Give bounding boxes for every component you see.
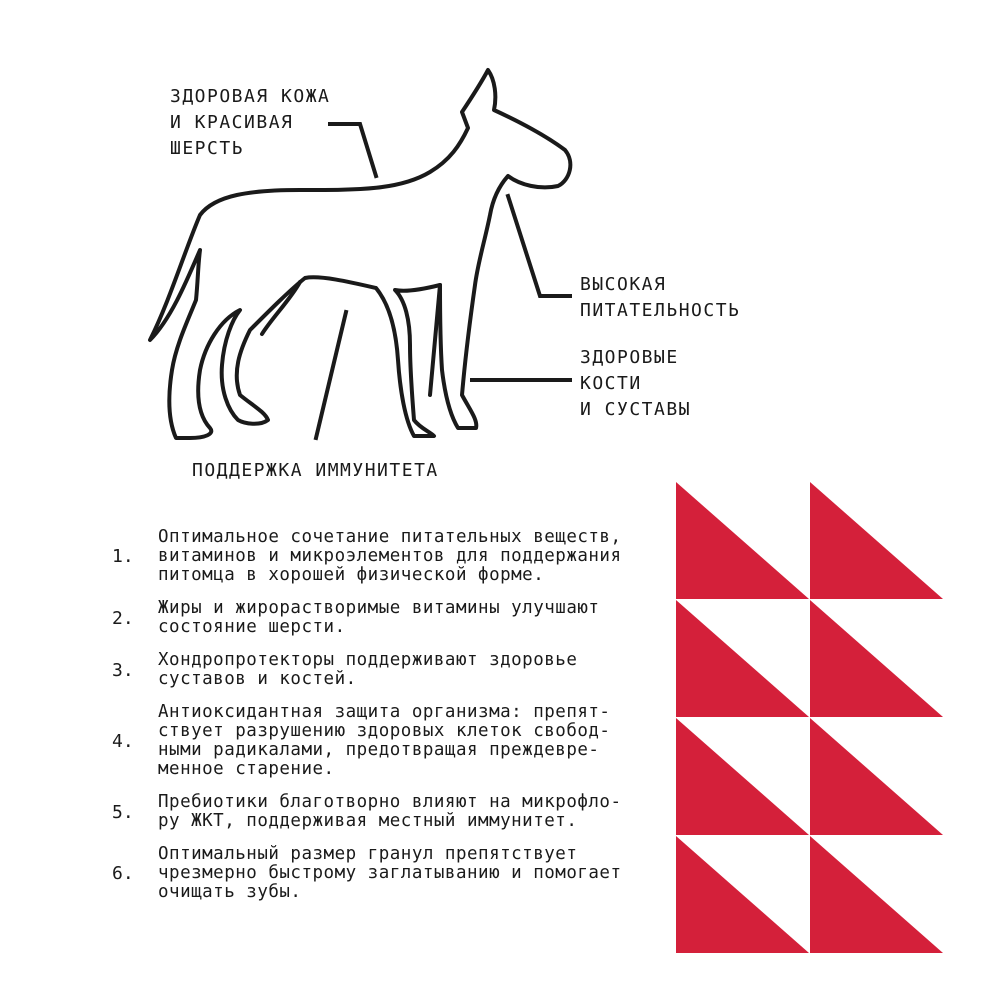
- triangle-4: [810, 600, 943, 717]
- label-skin-coat: ЗДОРОВАЯ КОЖА И КРАСИВАЯ ШЕРСТЬ: [170, 86, 331, 159]
- list-item-number: 4.: [112, 730, 134, 752]
- list-item-number: 6.: [112, 863, 134, 884]
- list-item: [100, 651, 720, 689]
- leader-immunity: [316, 312, 346, 438]
- list-item-text: Хондропротекторы поддерживают здоровье суставов и костей.: [158, 650, 578, 689]
- list-item-text: Антиоксидантная защита организма: препят- ствует разрушению здоровых клеток свобод- ными радикалами, предотвращая преждевре- менное старение.: [158, 702, 611, 779]
- list-item-text: Жиры и жирорастворимые витамины улучшают состояние шерсти.: [158, 598, 600, 637]
- leader-skin: [330, 124, 376, 176]
- benefits-list: [100, 528, 720, 914]
- list-item-text: Оптимальный размер гранул препятствует чрезмерно быстрому заглатыванию и помогает очищать зубы.: [158, 844, 622, 902]
- triangle-6: [810, 718, 943, 835]
- list-item-text: Пребиотики благотворно влияют на микрофло- ру ЖКТ, поддерживая местный иммунитет.: [158, 792, 622, 831]
- list-item-number: 3.: [112, 659, 134, 681]
- list-item-number: 5.: [112, 801, 134, 823]
- list-item: [100, 703, 720, 779]
- triangle-8: [810, 836, 943, 953]
- label-immunity: ПОДДЕРЖКА ИММУНИТЕТА: [192, 460, 439, 481]
- list-item-text: Оптимальное сочетание питательных веществ, витаминов и микроэлементов для поддержания питомца в хорошей физической форме.: [158, 527, 622, 585]
- list-item: [100, 845, 720, 902]
- list-item: [100, 599, 720, 637]
- label-bones-joints: ЗДОРОВЫЕ КОСТИ И СУСТАВЫ: [580, 347, 692, 420]
- list-item-number: 2.: [112, 607, 134, 629]
- list-item: [100, 793, 720, 831]
- list-item-number: 1.: [112, 546, 134, 567]
- label-nutrition: ВЫСОКАЯ ПИТАТЕЛЬНОСТЬ: [580, 274, 741, 321]
- leader-nutrition: [508, 196, 570, 296]
- list-item: [100, 528, 720, 585]
- triangle-2: [810, 482, 943, 599]
